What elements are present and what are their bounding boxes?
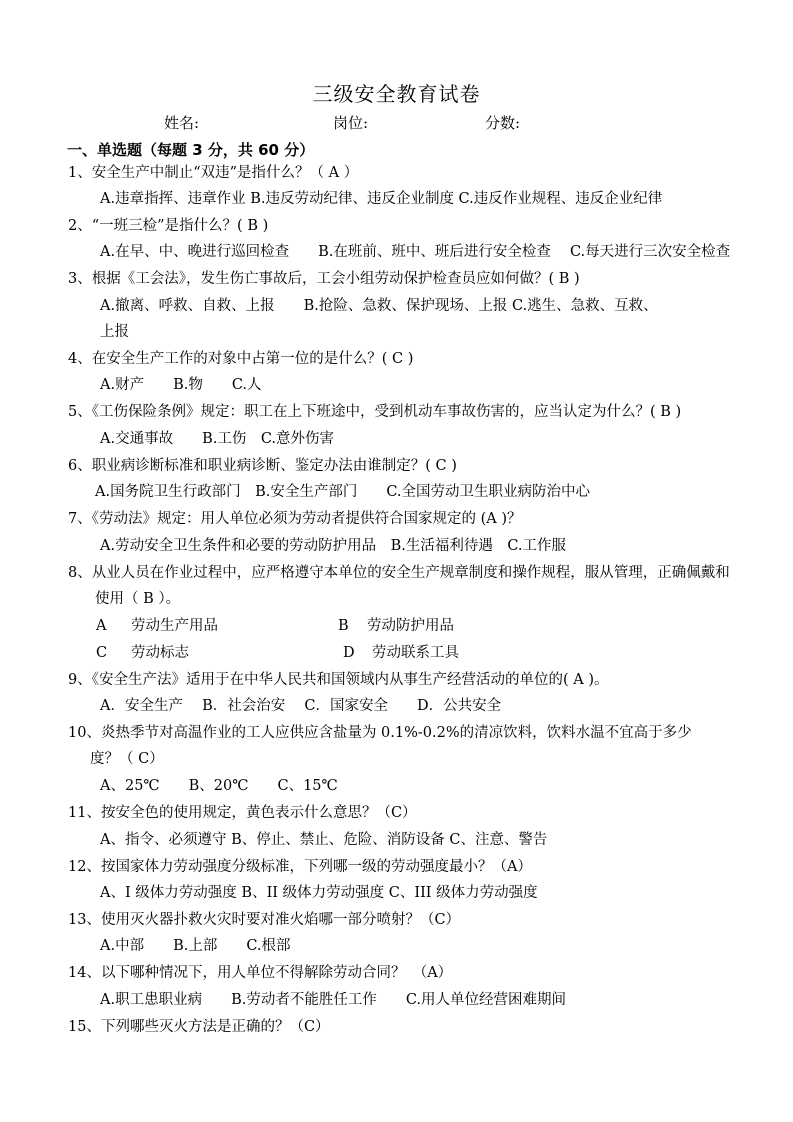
question-10-continuation: 度？（ C） (90, 751, 164, 767)
question-3-options-cont: 上报 (100, 324, 129, 340)
q8-option-b-text: 劳动防护用品 (367, 618, 454, 634)
q8-option-a-letter: A (96, 618, 107, 634)
question-15: 15、下列哪些灭火方法是正确的？（C） (68, 1019, 330, 1035)
question-1: 1、安全生产中制止“双违”是指什么？（ A ） (68, 165, 359, 181)
question-11: 11、按安全色的使用规定，黄色表示什么意思？（C） (68, 805, 417, 821)
question-6-options: A.国务院卫生行政部门 B.安全生产部门 C.全国劳动卫生职业病防治中心 (95, 484, 591, 500)
question-4: 4、在安全生产工作的对象中占第一位的是什么？( C ) (68, 351, 414, 367)
q8-option-d-text: 劳动联系工具 (372, 645, 459, 661)
question-9-options: A．安全生产 B．社会治安 C．国家安全 D．公共安全 (100, 698, 502, 714)
question-2: 2、“一班三检”是指什么？( B ) (68, 218, 269, 234)
q8-option-b-letter: B (338, 618, 349, 634)
question-12: 12、按国家体力劳动强度分级标准，下列哪一级的劳动强度最小？（A） (68, 859, 532, 875)
q8-option-a-text: 劳动生产用品 (131, 618, 218, 634)
question-10: 10、炎热季节对高温作业的工人应供应含盐量为 0.1%-0.2%的清凉饮料，饮料水温不宜高于多少 (68, 725, 692, 741)
q8-option-d-letter: D (343, 645, 355, 661)
question-3: 3、根据《工会法》，发生伤亡事故后，工会小组劳动保护检查员应如何做？( B ) (68, 271, 580, 287)
page-title: 三级安全教育试卷 (312, 82, 481, 106)
question-4-options: A.财产 B.物 C.人 (100, 377, 262, 393)
post-label: 岗位: (333, 114, 369, 132)
question-3-options: A.撤离、呼救、自救、上报 B.抢险、急救、保护现场、上报 C.逃生、急救、互救、 (100, 298, 658, 314)
score-label: 分数: (485, 114, 521, 132)
question-2-options: A.在早、中、晚进行巡回检查 B.在班前、班中、班后进行安全检查 C.每天进行三次安全检查 (100, 244, 731, 260)
question-13-options: A.中部 B.上部 C.根部 (100, 938, 291, 954)
question-5-options: A.交通事故 B.工伤 C.意外伤害 (100, 431, 335, 447)
question-14: 14、以下哪种情况下，用人单位不得解除劳动合同？ （A） (68, 965, 453, 981)
question-6: 6、职业病诊断标准和职业病诊断、鉴定办法由谁制定？( C ) (68, 458, 457, 474)
question-14-options: A.职工患职业病 B.劳动者不能胜任工作 C.用人单位经营困难期间 (100, 992, 567, 1008)
question-11-options: A、指令、必须遵守 B、停止、禁止、危险、消防设备 C、注意、警告 (100, 832, 548, 848)
q8-option-c-letter: C (96, 645, 108, 661)
question-12-options: A、I 级体力劳动强度 B、II 级体力劳动强度 C、III 级体力劳动强度 (100, 885, 538, 901)
question-10-options: A、25℃ B、20℃ C、15℃ (100, 778, 338, 794)
question-1-options: A.违章指挥、违章作业 B.违反劳动纪律、违反企业制度 C.违反作业规程、违反企业纪律 (100, 191, 663, 207)
section-heading: 一、单选题（每题 3 分，共 60 分） (67, 141, 315, 159)
question-8-continuation: 使用（ B ）。 (95, 591, 181, 607)
question-8: 8、从业人员在作业过程中，应严格遵守本单位的安全生产规章制度和操作规程，服从管理，正确佩戴和 (68, 565, 730, 581)
question-5: 5、《工伤保险条例》规定：职工在上下班途中，受到机动车事故伤害的，应当认定为什么？( B ) (68, 404, 682, 420)
question-7-options: A.劳动安全卫生条件和必要的劳动防护用品 B.生活福利待遇 C.工作服 (100, 538, 567, 554)
question-9: 9、《安全生产法》适用于在中华人民共和国领域内从事生产经营活动的单位的( A )。 (68, 672, 609, 688)
question-13: 13、使用灭火器扑救火灾时要对准火焰哪一部分喷射？（C） (68, 912, 461, 928)
q8-option-c-text: 劳动标志 (131, 645, 189, 661)
name-label: 姓名: (164, 114, 200, 132)
question-7: 7、《劳动法》规定：用人单位必须为劳动者提供符合国家规定的 (A )？ (68, 511, 522, 527)
